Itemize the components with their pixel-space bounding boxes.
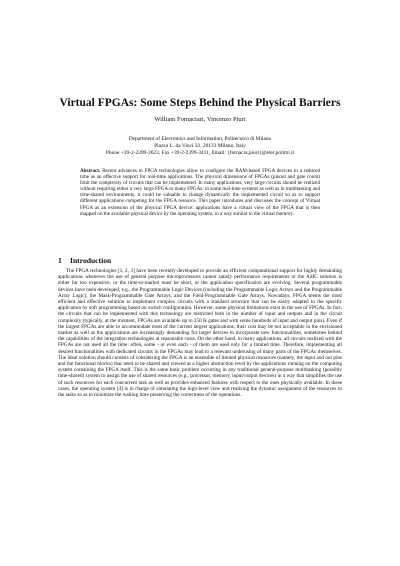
abstract-label: Abstract. <box>80 168 101 174</box>
section-title: Introduction <box>70 256 112 265</box>
section-heading-introduction <box>58 256 338 265</box>
paper-title: Virtual FPGAs: Some Steps Behind the Physical Barriers <box>59 97 341 109</box>
section-number: 1 <box>58 256 62 265</box>
abstract-text: Recent advances in FPGA technologies allow to configure the RAM-based FPGA devices in a reduced time as an effective support for real-time applications. The physical dimensions of FPGAs (pinout and gate count) limit the complexity of circuits that can be implemented. In many applications, very large circuits should be realized without requiring either a very large FPGA or many FPGAs: in some real-time systems as well as in multitasking and time-shared environments, it could be valuable to change dynamically the implemented circuit so as to support different applications competing for the FPGA resource. This paper introduces and discusses the concept of Virtual FPGA as an extension of the physical FPGA device: applications have a virtual view of the FPGA that is then mapped on the available physical device by the operating system, in a way similar to the virtual memory. <box>80 168 320 217</box>
abstract <box>80 168 320 217</box>
introduction-paragraph: The FPGA technologies [1, 2, 3] have been recently developed to provide an efficient computational support for highly demanding applications whenever the use of general purpose microprocessors cannot satisfy performance requirements or the ASIC solution is either far too expensive, or the time-to-market must be short, or the application specification are evolving. Several programmable devices have been developed, e.g., the Programmable Logic Devices (including the Programmable Logic Arrays and the Programmable Array Logic), the Mask-Programmable Gate Arrays, and the Field-Programmable Gate Arrays. Nowadays, FPGA seems the most efficient and effective solution to implement complex circuits with a standard structure that can be easily adapted to the specific application by soft programming based on switch configuration. However, some physical limitations exist in the use of FPGAs. In fact, the circuits that can be implemented with this technology are restricted both in the number of input and outputs and in the circuit complexity (typically, at the moment, FPGAs are available up to 250 K gates and with some hundreds of input and output pins). Even if the largest FPGAs are able to accommodate most of the current largest applications, their cost may be not acceptable in the envisioned market as well as the applications are increasingly demanding for larger devices to incorporate new functionalities, sometimes behind the capabilities of the integration technologies at reasonable costs. On the other hand, in many applications, all circuits realized with the FPGAs are not used all the time: often, some - or even each - of them are used only for a limited time. Therefore, implementing all desired functionalities with dedicated circuits in the FPGAs may lead to a relevant underusing of many parts of the FPGAs themselves. The ideal solution should consists of considering the FPGA is an ensemble of limited physical resources (namely, the input and out pins and the functional blocks) that need to be shared and viewed at a higher abstraction level by the applications running on the computing system containing the FPGA itself. This is the same basic problem occurring in any traditional general-purpose multitasking (possibly time-shared) system to assign the use of shared resources (e.g., processor, memory, input/output devices) in a way that simplifies the use of such resources for each concurrent task as well as provides enhanced features with respect to the ones physically available. In these cases, the operating system [4] is in charge of simulating the high-level view and realizing the dynamic assignment of the resources to the tasks so as to minimize the waiting time preserving the correctness of the operations. <box>58 268 342 399</box>
affiliation-line-contact: Phone +39-2-2399-3623, Fax +39-2-2399-3411, Email: {fornacia,piuri}@elet.polimi.it <box>105 150 295 156</box>
author-affiliation <box>40 136 360 157</box>
affiliation-line-department: Department of Electronics and Information, Politecnico di Milano <box>128 136 272 142</box>
affiliation-line-address: Piazza L. da Vinci 32, 20133 Milano, Italy <box>154 143 246 149</box>
paper-authors: William Fornaciari, Vincenzo Piuri <box>154 116 246 123</box>
